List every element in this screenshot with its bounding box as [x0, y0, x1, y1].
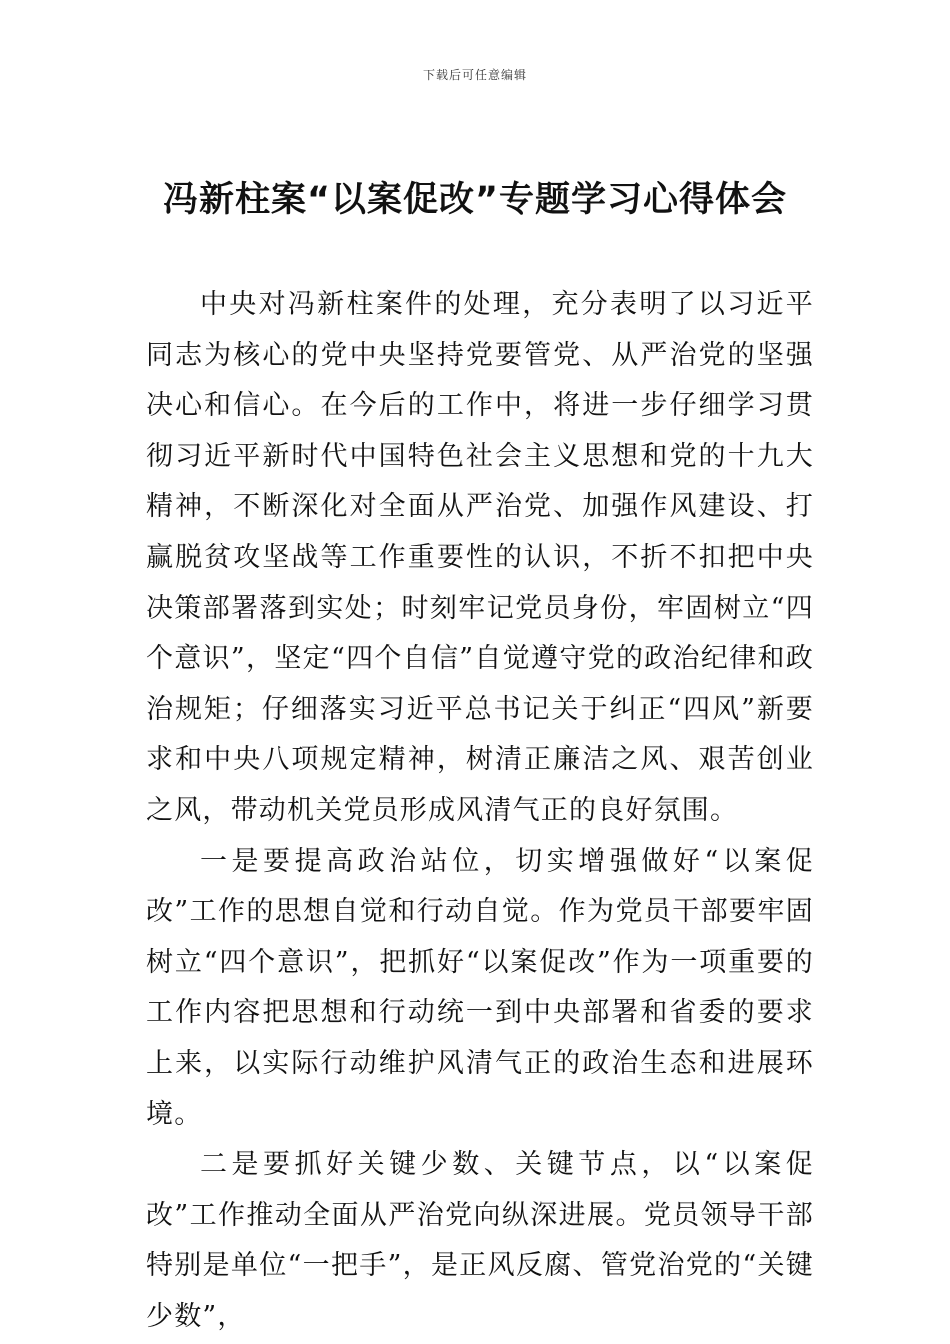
paragraph-point-two: 二是要抓好关键少数、关键节点，以“以案促改”工作推动全面从严治党向纵深进展。党员领导干部特别是单位“一把手”，是正风反腐、管党治党的“关键少数”，: [146, 1149, 814, 1332]
header-note: 下载后可任意编辑: [422, 68, 527, 82]
paragraph-point-one: 一是要提高政治站位，切实增强做好“以案促改”工作的思想自觉和行动自觉。作为党员干部要牢固树立“四个意识”，把抓好“以案促改”作为一项重要的工作内容把思想和行动统一到中央部署和省委的要求上来，以实际行动维护风清气正的政治生态和进展环境。: [146, 845, 814, 1130]
document-body: [146, 280, 814, 1342]
paragraph-intro: 中央对冯新柱案件的处理，充分表明了以习近平同志为核心的党中央坚持党要管党、从严治党的坚强决心和信心。在今后的工作中，将进一步仔细学习贯彻习近平新时代中国特色社会主义思想和党的十九大精神，不断深化对全面从严治党、加强作风建设、打赢脱贫攻坚战等工作重要性的认识，不折不扣把中央决策部署落到实处；时刻牢记党员身份，牢固树立“四个意识”，坚定“四个自信”自觉遵守党的政治纪律和政治规矩；仔细落实习近平总书记关于纠正“四风”新要求和中央八项规定精神，树清正廉洁之风、艰苦创业之风，带动机关党员形成风清气正的良好氛围。: [146, 289, 814, 826]
document-title: 冯新柱案“以案促改”专题学习心得体会: [162, 180, 787, 220]
